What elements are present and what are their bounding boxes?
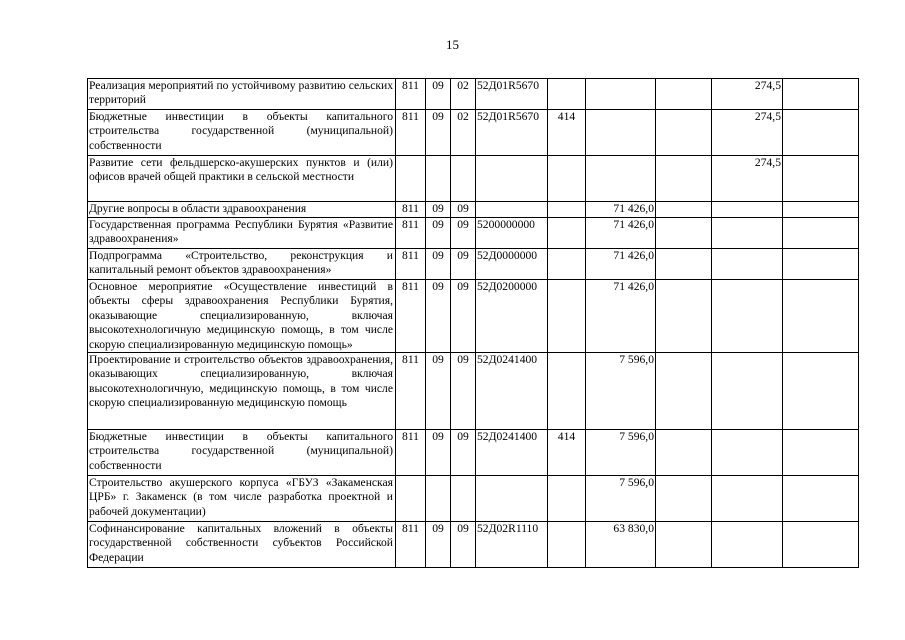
row-amount-2 — [656, 218, 712, 249]
table-row — [88, 522, 859, 568]
row-target-article: 52Д0000000 — [476, 249, 548, 280]
row-amount-2 — [656, 476, 712, 522]
row-amount-3 — [712, 202, 783, 218]
row-amount-1 — [586, 79, 656, 110]
row-amount-4 — [783, 249, 859, 280]
row-section-code: 09 — [426, 218, 451, 249]
row-amount-3 — [712, 280, 783, 353]
row-description: Основное мероприятие «Осуществление инвестиций в объекты сферы здравоохранения Республики Бурятия, оказывающие специализированную, включая высокотехнологичную медицинскую помощь, в том числе скорую специализированную медицинскую помощь» — [88, 280, 396, 353]
table-row — [88, 249, 859, 280]
row-target-article: 5200000000 — [476, 218, 548, 249]
row-section-code: 09 — [426, 249, 451, 280]
row-ministry-code: 811 — [396, 280, 426, 353]
row-ministry-code: 811 — [396, 79, 426, 110]
row-amount-2 — [656, 430, 712, 476]
row-section-code: 09 — [426, 110, 451, 156]
row-amount-4 — [783, 202, 859, 218]
row-ministry-code: 811 — [396, 353, 426, 430]
row-expense-type — [548, 156, 586, 202]
row-description: Бюджетные инвестиции в объекты капитального строительства государственной (муниципальной) собственности — [88, 110, 396, 156]
row-ministry-code: 811 — [396, 522, 426, 568]
row-section-code: 09 — [426, 353, 451, 430]
row-amount-3: 274,5 — [712, 110, 783, 156]
row-amount-1: 71 426,0 — [586, 280, 656, 353]
row-amount-4 — [783, 156, 859, 202]
row-ministry-code: 811 — [396, 430, 426, 476]
row-description: Государственная программа Республики Бурятия «Развитие здравоохранения» — [88, 218, 396, 249]
row-expense-type — [548, 280, 586, 353]
row-amount-3 — [712, 476, 783, 522]
row-subsection-code: 02 — [451, 79, 476, 110]
row-expense-type — [548, 249, 586, 280]
row-section-code — [426, 476, 451, 522]
row-target-article: 52Д0241400 — [476, 430, 548, 476]
table-row — [88, 79, 859, 110]
row-ministry-code: 811 — [396, 202, 426, 218]
table-row — [88, 156, 859, 202]
row-amount-1 — [586, 156, 656, 202]
row-expense-type — [548, 202, 586, 218]
row-amount-4 — [783, 280, 859, 353]
row-amount-2 — [656, 156, 712, 202]
row-amount-2 — [656, 249, 712, 280]
row-target-article: 52Д01R5670 — [476, 110, 548, 156]
row-subsection-code: 02 — [451, 110, 476, 156]
row-subsection-code: 09 — [451, 280, 476, 353]
row-ministry-code: 811 — [396, 110, 426, 156]
row-amount-1: 63 830,0 — [586, 522, 656, 568]
row-amount-2 — [656, 202, 712, 218]
row-subsection-code: 09 — [451, 522, 476, 568]
row-target-article — [476, 202, 548, 218]
table-row — [88, 353, 859, 430]
row-expense-type — [548, 522, 586, 568]
row-expense-type — [548, 353, 586, 430]
row-subsection-code: 09 — [451, 249, 476, 280]
row-amount-1: 71 426,0 — [586, 218, 656, 249]
table-row — [88, 280, 859, 353]
row-target-article — [476, 156, 548, 202]
row-ministry-code — [396, 156, 426, 202]
row-expense-type: 414 — [548, 110, 586, 156]
row-ministry-code: 811 — [396, 218, 426, 249]
row-amount-1: 71 426,0 — [586, 249, 656, 280]
row-amount-3 — [712, 353, 783, 430]
row-subsection-code: 09 — [451, 430, 476, 476]
table-row — [88, 430, 859, 476]
row-amount-3: 274,5 — [712, 79, 783, 110]
row-expense-type — [548, 79, 586, 110]
page-number: 15 — [446, 37, 459, 52]
row-subsection-code — [451, 476, 476, 522]
row-description: Развитие сети фельдшерско-акушерских пунктов и (или) офисов врачей общей практики в сельской местности — [88, 156, 396, 202]
row-section-code: 09 — [426, 280, 451, 353]
row-amount-3 — [712, 218, 783, 249]
row-ministry-code: 811 — [396, 249, 426, 280]
row-subsection-code: 09 — [451, 218, 476, 249]
row-amount-2 — [656, 280, 712, 353]
row-amount-1: 7 596,0 — [586, 353, 656, 430]
row-description: Реализация мероприятий по устойчивому развитию сельских территорий — [88, 79, 396, 110]
row-amount-3: 274,5 — [712, 156, 783, 202]
row-amount-4 — [783, 353, 859, 430]
budget-table — [87, 78, 859, 568]
row-subsection-code: 09 — [451, 202, 476, 218]
row-amount-2 — [656, 110, 712, 156]
row-subsection-code: 09 — [451, 353, 476, 430]
row-amount-3 — [712, 430, 783, 476]
row-description: Бюджетные инвестиции в объекты капитального строительства государственной (муниципальной) собственности — [88, 430, 396, 476]
row-section-code: 09 — [426, 79, 451, 110]
row-amount-4 — [783, 79, 859, 110]
table-row — [88, 110, 859, 156]
row-section-code: 09 — [426, 430, 451, 476]
row-section-code: 09 — [426, 522, 451, 568]
row-target-article — [476, 476, 548, 522]
row-amount-1 — [586, 110, 656, 156]
row-target-article: 52Д01R5670 — [476, 79, 548, 110]
row-description: Софинансирование капитальных вложений в объекты государственной собственности субъектов Российской Федерации — [88, 522, 396, 568]
row-expense-type — [548, 476, 586, 522]
table-row — [88, 218, 859, 249]
row-amount-3 — [712, 522, 783, 568]
row-section-code: 09 — [426, 202, 451, 218]
row-amount-1: 7 596,0 — [586, 476, 656, 522]
row-target-article: 52Д02R1110 — [476, 522, 548, 568]
table-row — [88, 476, 859, 522]
table-row — [88, 202, 859, 218]
row-subsection-code — [451, 156, 476, 202]
row-description: Другие вопросы в области здравоохранения — [88, 202, 396, 218]
row-amount-2 — [656, 522, 712, 568]
row-ministry-code — [396, 476, 426, 522]
row-description: Подпрограмма «Строительство, реконструкция и капитальный ремонт объектов здравоохранения» — [88, 249, 396, 280]
row-amount-1: 71 426,0 — [586, 202, 656, 218]
row-description: Проектирование и строительство объектов здравоохранения, оказывающих специализированную, включая высокотехнологичную, медицинскую помощь, в том числе скорую специализированную медицинскую помощь — [88, 353, 396, 430]
row-amount-1: 7 596,0 — [586, 430, 656, 476]
row-target-article: 52Д0200000 — [476, 280, 548, 353]
row-amount-4 — [783, 522, 859, 568]
row-amount-4 — [783, 110, 859, 156]
row-expense-type — [548, 218, 586, 249]
row-amount-4 — [783, 476, 859, 522]
row-amount-2 — [656, 79, 712, 110]
row-amount-4 — [783, 218, 859, 249]
row-amount-2 — [656, 353, 712, 430]
row-description: Строительство акушерского корпуса «ГБУЗ «Закаменская ЦРБ» г. Закаменск (в том числе разработка проектной и рабочей документации) — [88, 476, 396, 522]
row-expense-type: 414 — [548, 430, 586, 476]
row-amount-3 — [712, 249, 783, 280]
row-section-code — [426, 156, 451, 202]
row-target-article: 52Д0241400 — [476, 353, 548, 430]
row-amount-4 — [783, 430, 859, 476]
